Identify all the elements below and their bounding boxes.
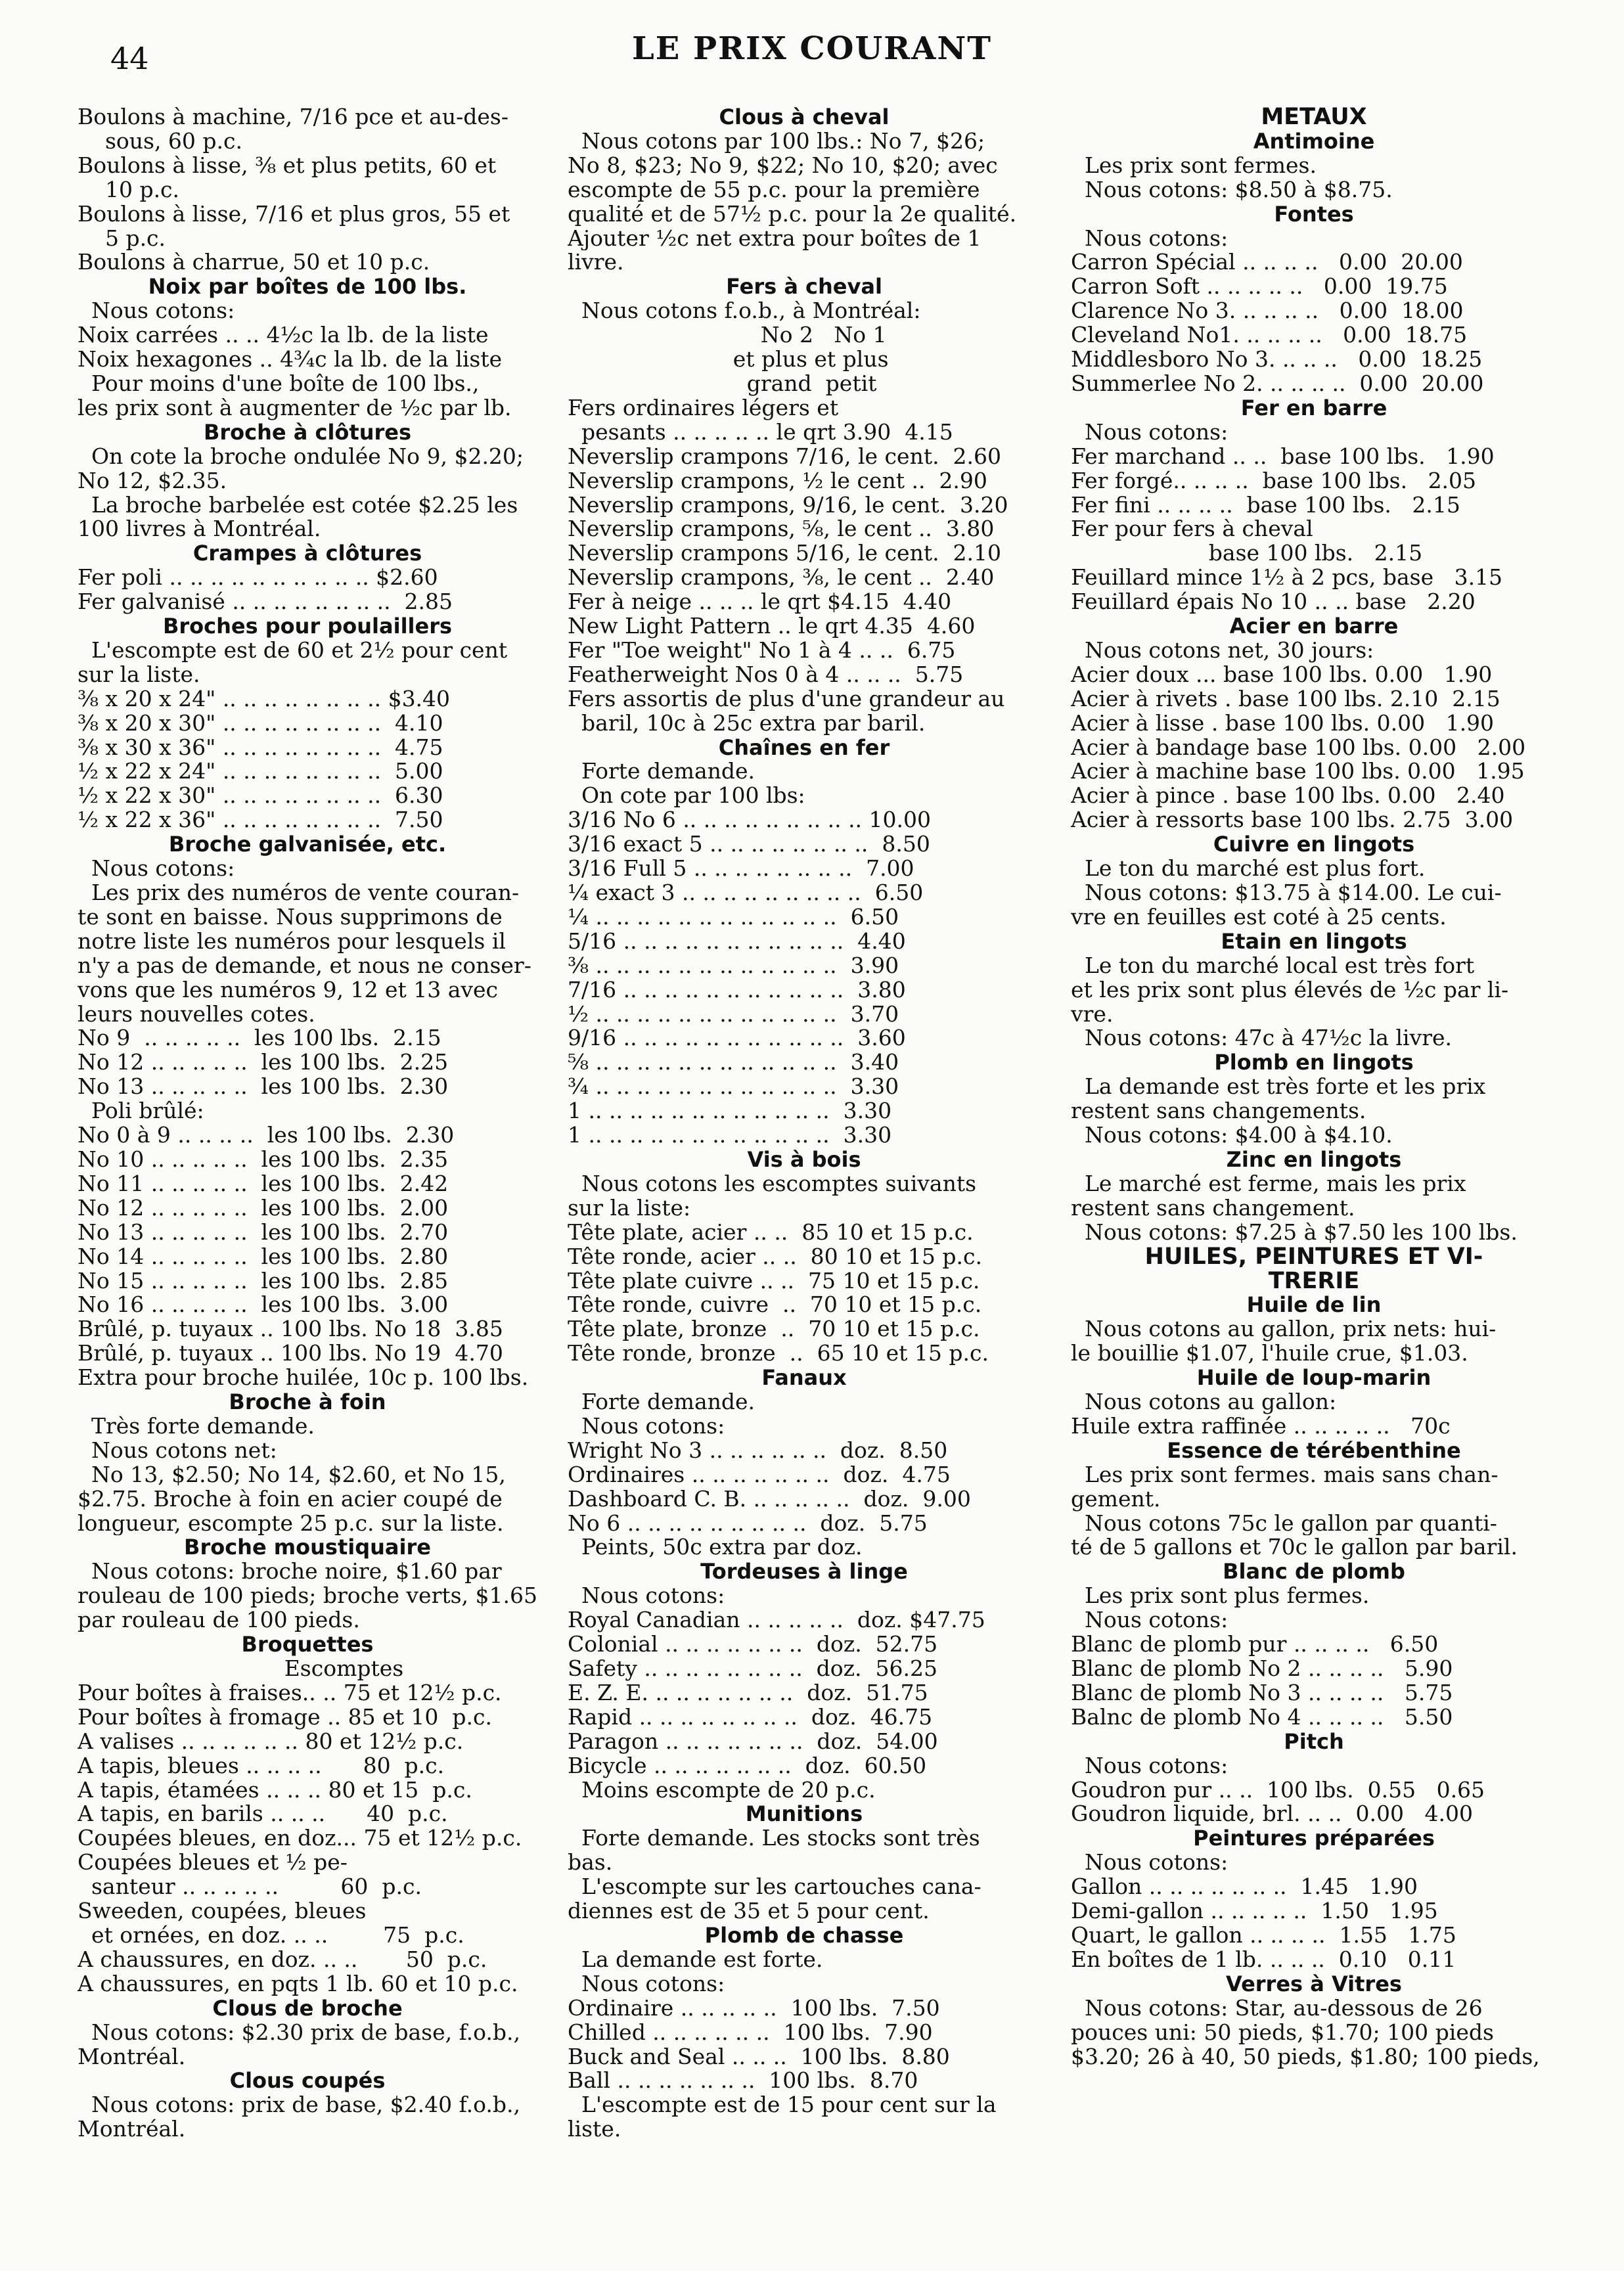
text-line: Acier à pince . base 100 lbs. 0.00 2.40 [1071, 784, 1505, 809]
section-heading: Antimoine [1253, 129, 1375, 154]
text-line: Paragon .. .. .. .. .. .. .. doz. 54.00 [568, 1729, 938, 1754]
text-line: Tête plate, acier .. .. 85 10 et 15 p.c. [568, 1220, 974, 1245]
text-line: te sont en baisse. Nous supprimons de [78, 905, 503, 930]
text-line: No 11 .. .. .. .. .. les 100 lbs. 2.42 [78, 1171, 449, 1196]
text-line: vons que les numéros 9, 12 et 13 avec [78, 978, 499, 1002]
text-line: Balnc de plomb No 4 .. .. .. .. 5.50 [1071, 1705, 1453, 1730]
section-heading: Fanaux [761, 1366, 847, 1391]
text-line: et les prix sont plus élevés de ½c par li- [1071, 978, 1509, 1002]
text-line: Le ton du marché local est très fort [1071, 953, 1475, 978]
text-line: les prix sont à augmenter de ½c par lb. [78, 395, 512, 420]
section-heading: Plomb en lingots [1214, 1050, 1414, 1075]
text-line: ½ x 22 x 30" .. .. .. .. .. .. .. .. 6.30 [78, 784, 443, 809]
text-line: Royal Canadian .. .. .. .. .. doz. $47.75 [568, 1608, 985, 1633]
text-line: Fer pour fers à cheval [1071, 517, 1313, 542]
text-line: par rouleau de 100 pieds. [78, 1608, 360, 1633]
text-line: Blanc de plomb pur .. .. .. .. 6.50 [1071, 1632, 1439, 1657]
text-line: Colonial .. .. .. .. .. .. .. doz. 52.75 [568, 1632, 938, 1657]
section-heading: Plomb de chasse [704, 1923, 904, 1948]
text-line: Safety .. .. .. .. .. .. .. .. doz. 56.25 [568, 1657, 937, 1681]
text-line: Coupées bleues, en doz... 75 et 12½ p.c. [78, 1826, 522, 1851]
text-line: Neverslip crampons 7/16, le cent. 2.60 [568, 444, 1002, 469]
text-line: Neverslip crampons, ½ le cent .. 2.90 [568, 468, 987, 493]
text-line: 3/16 No 6 .. .. .. .. .. .. .. .. .. 10.00 [568, 808, 932, 833]
text-line: Nous cotons: [1071, 420, 1229, 445]
text-line: 7/16 .. .. .. .. .. .. .. .. .. .. .. 3.80 [568, 978, 906, 1002]
text-line: notre liste les numéros pour lesquels il [78, 929, 506, 954]
text-line: Fer "Toe weight" No 1 à 4 .. .. 6.75 [568, 638, 956, 663]
text-line: longueur, escompte 25 p.c. sur la liste. [78, 1511, 504, 1536]
text-line: Nous cotons 75c le gallon par quanti- [1071, 1511, 1497, 1536]
column-1 [78, 105, 537, 2142]
section-heading: Huile de loup-marin [1196, 1366, 1432, 1391]
text-line: Pour moins d'une boîte de 100 lbs., [78, 371, 480, 396]
section-heading: Etain en lingots [1221, 929, 1407, 954]
text-line: Pour boîtes à fraises.. .. 75 et 12½ p.c. [78, 1680, 502, 1705]
section-heading: HUILES, PEINTURES ET VI- [1144, 1244, 1483, 1269]
text-line: Fer marchand .. .. base 100 lbs. 1.90 [1071, 444, 1495, 469]
text-line: Acier à ressorts base 100 lbs. 2.75 3.00 [1071, 808, 1514, 833]
text-line: ½ x 22 x 36" .. .. .. .. .. .. .. .. 7.50 [78, 808, 443, 833]
section-heading: Essence de térébenthine [1167, 1438, 1461, 1463]
text-line: L'escompte est de 60 et 2½ pour cent [78, 638, 508, 663]
section-heading: METAUX [1261, 105, 1367, 129]
text-line: Cleveland No1. .. .. .. .. 0.00 18.75 [1071, 323, 1468, 348]
text-line: restent sans changements. [1071, 1099, 1366, 1124]
text-line: Poli brûlé: [78, 1099, 204, 1124]
text-line: Tête ronde, bronze .. 65 10 et 15 p.c. [568, 1341, 989, 1366]
text-line: On cote la broche ondulée No 9, $2.20; [78, 444, 524, 469]
text-line: Les prix des numéros de vente couran- [78, 881, 520, 905]
text-line: A chaussures, en pqts 1 lb. 60 et 10 p.c. [78, 1971, 518, 1996]
text-line: Noix hexagones .. 4¾c la lb. de la liste [78, 348, 503, 372]
section-heading: Fontes [1274, 202, 1354, 227]
text-line: E. Z. E. .. .. .. .. .. .. .. doz. 51.75 [568, 1680, 928, 1705]
text-line: La broche barbelée est cotée $2.25 les [78, 493, 518, 518]
text-line: pesants .. .. .. .. .. le qrt 3.90 4.15 [568, 420, 953, 445]
text-line: ¾ .. .. .. .. .. .. .. .. .. .. .. .. 3.30 [568, 1075, 899, 1100]
text-line: 3/16 exact 5 .. .. .. .. .. .. .. .. 8.50 [568, 832, 930, 857]
text-line: Nous cotons: [568, 1584, 725, 1609]
text-line: Les prix sont fermes. [1071, 153, 1317, 178]
text-line: Brûlé, p. tuyaux .. 100 lbs. No 18 3.85 [78, 1317, 503, 1342]
section-heading: Broquettes [241, 1632, 374, 1657]
text-line: base 100 lbs. 2.15 [1071, 541, 1423, 566]
text-line: Neverslip crampons, ⅝, le cent .. 3.80 [568, 517, 995, 542]
text-line: Boulons à charrue, 50 et 10 p.c. [78, 250, 430, 275]
text-line: Forte demande. [568, 1390, 756, 1414]
text-line: ⅝ .. .. .. .. .. .. .. .. .. .. .. .. 3.40 [568, 1050, 899, 1075]
text-line: $2.75. Broche à foin en acier coupé de [78, 1487, 503, 1512]
text-line: Ordinaires .. .. .. .. .. .. .. doz. 4.75 [568, 1462, 951, 1487]
text-line: 3/16 Full 5 .. .. .. .. .. .. .. .. 7.00 [568, 857, 914, 881]
text-line: A chaussures, en doz. .. .. 50 p.c. [78, 1947, 487, 1972]
text-line: Nous cotons: prix de base, $2.40 f.o.b., [78, 2093, 520, 2118]
section-heading: Broche à clôtures [203, 420, 411, 445]
text-line: Acier à machine base 100 lbs. 0.00 1.95 [1071, 759, 1525, 784]
text-line: No 15 .. .. .. .. .. les 100 lbs. 2.85 [78, 1269, 449, 1293]
text-line: Montréal. [78, 2044, 186, 2069]
text-line: New Light Pattern .. le qrt 4.35 4.60 [568, 614, 976, 639]
page-header: LE PRIX COURANT [631, 30, 993, 67]
text-line: Boulons à machine, 7/16 pce et au-des- [78, 105, 508, 129]
column-3 [1071, 105, 1557, 2069]
text-line: Nous cotons les escomptes suivants [568, 1171, 977, 1196]
text-line: ¼ .. .. .. .. .. .. .. .. .. .. .. .. 6.50 [568, 905, 899, 930]
text-line: Neverslip crampons 5/16, le cent. 2.10 [568, 541, 1002, 566]
section-heading: Fer en barre [1240, 395, 1387, 420]
section-heading: Broches pour poulaillers [162, 614, 453, 639]
text-line: escompte de 55 p.c. pour la première [568, 177, 980, 202]
text-line: rouleau de 100 pieds; broche verts, $1.65 [78, 1584, 537, 1609]
text-line: Moins escompte de 20 p.c. [568, 1778, 876, 1803]
text-line: Fer fini .. .. .. .. base 100 lbs. 2.15 [1071, 493, 1460, 518]
text-line: Quart, le gallon .. .. .. .. 1.55 1.75 [1071, 1923, 1456, 1948]
text-line: Boulons à lisse, 7/16 et plus gros, 55 et [78, 202, 510, 227]
text-line: santeur .. .. .. .. .. 60 p.c. [78, 1875, 422, 1900]
page-number: 44 [110, 41, 149, 76]
text-line: $3.20; 26 à 40, 50 pieds, $1.80; 100 pieds, [1071, 2044, 1540, 2069]
text-line: baril, 10c à 25c extra par baril. [568, 711, 926, 736]
text-line: Extra pour broche huilée, 10c p. 100 lbs. [78, 1366, 529, 1391]
text-line: ⅜ x 20 x 30" .. .. .. .. .. .. .. .. 4.10 [78, 711, 443, 736]
text-line: Forte demande. Les stocks sont très [568, 1826, 980, 1851]
text-line: vre en feuilles est coté à 25 cents. [1071, 905, 1447, 930]
text-line: A tapis, bleues .. .. .. .. 80 p.c. [78, 1753, 445, 1778]
text-line: En boîtes de 1 lb. .. .. .. 0.10 0.11 [1071, 1947, 1456, 1972]
text-line: leurs nouvelles cotes. [78, 1002, 315, 1027]
text-line: No 0 à 9 .. .. .. .. les 100 lbs. 2.30 [78, 1123, 455, 1148]
text-line: 1 .. .. .. .. .. .. .. .. .. .. .. .. 3.30 [568, 1123, 892, 1148]
text-line: vre. [1071, 1002, 1114, 1027]
text-line: Tête plate, bronze .. 70 10 et 15 p.c. [568, 1317, 980, 1342]
text-line: Dashboard C. B. .. .. .. .. .. doz. 9.00 [568, 1487, 971, 1512]
text-line: Escomptes [78, 1657, 404, 1681]
text-line: Acier à rivets . base 100 lbs. 2.10 2.15 [1071, 686, 1500, 711]
section-heading: Peintures préparées [1193, 1826, 1435, 1851]
text-line: sur la liste: [568, 1196, 691, 1221]
text-line: Featherweight Nos 0 à 4 .. .. .. 5.75 [568, 662, 964, 687]
text-line: Feuillard mince 1½ à 2 pcs, base 3.15 [1071, 566, 1503, 591]
text-line: Pour boîtes à fromage .. 85 et 10 p.c. [78, 1705, 492, 1730]
section-heading: Crampes à clôtures [192, 541, 422, 566]
text-line: Le marché est ferme, mais les prix [1071, 1171, 1466, 1196]
text-line: Fer galvanisé .. .. .. .. .. .. .. .. 2.85 [78, 590, 453, 615]
text-line: ⅜ x 30 x 36" .. .. .. .. .. .. .. .. 4.75 [78, 735, 443, 760]
text-line: No 6 .. .. .. .. .. .. .. .. .. doz. 5.75 [568, 1511, 928, 1536]
text-line: Très forte demande. [78, 1414, 315, 1439]
text-line: Tête ronde, cuivre .. 70 10 et 15 p.c. [568, 1293, 982, 1318]
text-line: Huile extra raffinée .. .. .. .. .. 70c [1071, 1414, 1451, 1439]
text-line: Buck and Seal .. .. .. 100 lbs. 8.80 [568, 2044, 950, 2069]
text-line: qualité et de 57½ p.c. pour la 2e qualité. [568, 202, 1017, 227]
text-line: Nous cotons: $8.50 à $8.75. [1071, 177, 1393, 202]
text-line: Boulons à lisse, ⅜ et plus petits, 60 et [78, 153, 497, 178]
text-line: A tapis, étamées .. .. .. 80 et 15 p.c. [78, 1778, 472, 1803]
text-line: gement. [1071, 1487, 1161, 1512]
text-line: Nous cotons: [1071, 1753, 1229, 1778]
section-heading: Tordeuses à linge [700, 1560, 908, 1585]
text-line: sous, 60 p.c. [78, 129, 242, 154]
text-line: Fers ordinaires légers et [568, 395, 839, 420]
text-line: 1 .. .. .. .. .. .. .. .. .. .. .. .. 3.30 [568, 1099, 892, 1124]
text-line: Coupées bleues et ½ pe- [78, 1851, 348, 1876]
text-line: No 12 .. .. .. .. .. les 100 lbs. 2.00 [78, 1196, 449, 1221]
text-line: No 9 .. .. .. .. .. les 100 lbs. 2.15 [78, 1026, 441, 1051]
text-line: ⅜ .. .. .. .. .. .. .. .. .. .. .. .. 3.90 [568, 953, 899, 978]
text-line: Nous cotons: [78, 299, 235, 324]
text-line: Nous cotons: [1071, 1851, 1229, 1876]
column-2 [568, 105, 1041, 2142]
section-heading: Zinc en lingots [1226, 1147, 1402, 1172]
text-line: Acier à bandage base 100 lbs. 0.00 2.00 [1071, 735, 1526, 760]
text-line: grand petit [568, 371, 877, 396]
text-line: Chilled .. .. .. .. .. .. 100 lbs. 7.90 [568, 2020, 933, 2045]
text-line: Carron Spécial .. .. .. .. 0.00 20.00 [1071, 250, 1463, 275]
section-heading: Pitch [1284, 1729, 1344, 1754]
text-line: le bouillie $1.07, l'huile crue, $1.03. [1071, 1341, 1468, 1366]
section-heading: Chaînes en fer [718, 735, 890, 760]
text-line: Demi-gallon .. .. .. .. .. 1.50 1.95 [1071, 1899, 1438, 1923]
text-line: Feuillard épais No 10 .. .. base 2.20 [1071, 590, 1476, 615]
text-line: No 13 .. .. .. .. .. les 100 lbs. 2.70 [78, 1220, 449, 1245]
section-heading: Acier en barre [1229, 614, 1399, 639]
text-line: Peints, 50c extra par doz. [568, 1535, 863, 1560]
text-line: No 12 .. .. .. .. .. les 100 lbs. 2.25 [78, 1050, 449, 1075]
text-line: A tapis, en barils .. .. .. 40 p.c. [78, 1802, 448, 1827]
text-line: Nous cotons net, 30 jours: [1071, 638, 1374, 663]
text-line: Bicycle .. .. .. .. .. .. .. doz. 60.50 [568, 1753, 927, 1778]
text-line: Ajouter ½c net extra pour boîtes de 1 [568, 226, 981, 251]
text-line: sur la liste. [78, 662, 200, 687]
text-line: liste. [568, 2117, 621, 2142]
text-line: L'escompte sur les cartouches cana- [568, 1875, 981, 1900]
text-line: Blanc de plomb No 2 .. .. .. .. 5.90 [1071, 1657, 1453, 1681]
section-heading: Blanc de plomb [1223, 1560, 1405, 1585]
text-line: Nous cotons: $2.30 prix de base, f.o.b., [78, 2020, 520, 2045]
text-line: No 10 .. .. .. .. .. les 100 lbs. 2.35 [78, 1147, 449, 1172]
section-heading: Noix par boîtes de 100 lbs. [148, 275, 467, 300]
text-line: ½ x 22 x 24" .. .. .. .. .. .. .. .. 5.00 [78, 759, 443, 784]
section-heading: Fers à cheval [726, 275, 882, 300]
text-line: Nous cotons: Star, au-dessous de 26 [1071, 1996, 1483, 2021]
text-line: Brûlé, p. tuyaux .. 100 lbs. No 19 4.70 [78, 1341, 503, 1366]
text-line: Goudron liquide, brl. .. .. 0.00 4.00 [1071, 1802, 1473, 1827]
text-line: Nous cotons au gallon: [1071, 1390, 1337, 1414]
text-line: Wright No 3 .. .. .. .. .. .. doz. 8.50 [568, 1438, 948, 1463]
text-line: Middlesboro No 3. .. .. .. 0.00 18.25 [1071, 348, 1483, 372]
text-line: Nous cotons par 100 lbs.: No 7, $26; [568, 129, 985, 154]
text-line: Nous cotons: 47c à 47½c la livre. [1071, 1026, 1453, 1051]
text-line: Nous cotons: [568, 1414, 725, 1439]
text-line: Le ton du marché est plus fort. [1071, 857, 1426, 881]
text-line: No 13, $2.50; No 14, $2.60, et No 15, [78, 1462, 506, 1487]
text-line: n'y a pas de demande, et nous ne conser- [78, 953, 531, 978]
text-line: Les prix sont plus fermes. [1071, 1584, 1370, 1609]
text-line: Neverslip crampons, 9/16, le cent. 3.20 [568, 493, 1008, 518]
section-heading: Broche moustiquaire [184, 1535, 431, 1560]
text-line: Nous cotons: $13.75 à $14.00. Le cui- [1071, 881, 1502, 905]
text-line: Nous cotons net: [78, 1438, 277, 1463]
text-line: Carron Soft .. .. .. .. .. 0.00 19.75 [1071, 275, 1448, 300]
text-line: La demande est très forte et les prix [1071, 1075, 1486, 1100]
section-heading: Clous à cheval [719, 105, 890, 129]
text-line: Tête ronde, acier .. .. 80 10 et 15 p.c. [568, 1244, 982, 1269]
text-line: diennes est de 35 et 5 pour cent. [568, 1899, 930, 1923]
text-line: On cote par 100 lbs: [568, 784, 805, 809]
text-line: Ordinaire .. .. .. .. .. 100 lbs. 7.50 [568, 1996, 940, 2021]
text-line: Summerlee No 2. .. .. .. .. 0.00 20.00 [1071, 371, 1484, 396]
text-line: 5 p.c. [78, 226, 166, 251]
section-heading: Cuivre en lingots [1213, 832, 1415, 857]
text-line: Fer forgé.. .. .. .. base 100 lbs. 2.05 [1071, 468, 1477, 493]
text-line: Nous cotons: $7.25 à $7.50 les 100 lbs. [1071, 1220, 1518, 1245]
text-line: Gallon .. .. .. .. .. .. .. 1.45 1.90 [1071, 1875, 1418, 1900]
text-line: ⅜ x 20 x 24" .. .. .. .. .. .. .. .. $3.40 [78, 686, 451, 711]
text-line: No 2 No 1 [568, 323, 887, 348]
section-heading: Broche à foin [229, 1390, 386, 1414]
text-line: 5/16 .. .. .. .. .. .. .. .. .. .. .. 4.40 [568, 929, 906, 954]
section-heading: Verres à Vitres [1226, 1971, 1402, 1996]
text-line: No 14 .. .. .. .. .. les 100 lbs. 2.80 [78, 1244, 449, 1269]
text-line: Fers assortis de plus d'une grandeur au [568, 686, 1005, 711]
text-line: No 16 .. .. .. .. .. les 100 lbs. 3.00 [78, 1293, 449, 1318]
text-line: No 12, $2.35. [78, 468, 227, 493]
text-line: Nous cotons f.o.b., à Montréal: [568, 299, 921, 324]
text-line: 9/16 .. .. .. .. .. .. .. .. .. .. .. 3.60 [568, 1026, 906, 1051]
section-heading: Huile de lin [1246, 1293, 1382, 1318]
text-line: pouces uni: 50 pieds, $1.70; 100 pieds [1071, 2020, 1494, 2045]
text-line: Fer poli .. .. .. .. .. .. .. .. .. .. $2.60 [78, 566, 438, 591]
text-line: et ornées, en doz. .. .. 75 p.c. [78, 1923, 464, 1948]
text-line: ½ .. .. .. .. .. .. .. .. .. .. .. .. 3.70 [568, 1002, 899, 1027]
text-line: Ball .. .. .. .. .. .. .. 100 lbs. 8.70 [568, 2069, 918, 2094]
section-heading: Clous de broche [212, 1996, 403, 2021]
text-line: Acier doux ... base 100 lbs. 0.00 1.90 [1071, 662, 1493, 687]
text-line: restent sans changement. [1071, 1196, 1355, 1221]
section-heading: Munitions [745, 1802, 863, 1827]
text-line: Nous cotons: [568, 1971, 725, 1996]
text-line: Acier à lisse . base 100 lbs. 0.00 1.90 [1071, 711, 1495, 736]
text-line: bas. [568, 1851, 613, 1876]
text-line: Sweeden, coupées, bleues [78, 1899, 367, 1923]
text-line: 100 livres à Montréal. [78, 517, 321, 542]
text-line: Rapid .. .. .. .. .. .. .. .. doz. 46.75 [568, 1705, 933, 1730]
section-heading: TRERIE [1268, 1269, 1360, 1293]
text-line: Blanc de plomb No 3 .. .. .. .. 5.75 [1071, 1680, 1453, 1705]
text-line: Goudron pur .. .. 100 lbs. 0.55 0.65 [1071, 1778, 1485, 1803]
text-line: La demande est forte. [568, 1947, 823, 1972]
text-line: No 13 .. .. .. .. .. les 100 lbs. 2.30 [78, 1075, 449, 1100]
text-line: A valises .. .. .. .. .. .. 80 et 12½ p.c. [78, 1729, 464, 1754]
text-line: Nous cotons au gallon, prix nets: hui- [1071, 1317, 1497, 1342]
text-line: livre. [568, 250, 624, 275]
section-heading: Broche galvanisée, etc. [168, 832, 447, 857]
section-heading: Clous coupés [229, 2069, 386, 2094]
text-line: et plus et plus [568, 348, 889, 372]
text-line: Fer à neige .. .. .. le qrt $4.15 4.40 [568, 590, 952, 615]
text-line: Montréal. [78, 2117, 186, 2142]
text-line: té de 5 gallons et 70c le gallon par baril. [1071, 1535, 1518, 1560]
text-line: Nous cotons: [78, 857, 235, 881]
text-line: Nous cotons: [1071, 226, 1229, 251]
text-line: 10 p.c. [78, 177, 180, 202]
text-line: Clarence No 3. .. .. .. .. 0.00 18.00 [1071, 299, 1464, 324]
text-line: L'escompte est de 15 pour cent sur la [568, 2093, 997, 2118]
text-line: Nous cotons: broche noire, $1.60 par [78, 1560, 502, 1585]
text-line: Nous cotons: [1071, 1608, 1229, 1633]
text-line: Forte demande. [568, 759, 756, 784]
text-line: Neverslip crampons, ⅜, le cent .. 2.40 [568, 566, 995, 591]
section-heading: Vis à bois [747, 1147, 861, 1172]
text-line: Les prix sont fermes. mais sans chan- [1071, 1462, 1499, 1487]
text-line: No 8, $23; No 9, $22; No 10, $20; avec [568, 153, 998, 178]
text-line: Noix carrées .. .. 4½c la lb. de la liste [78, 323, 489, 348]
text-line: Tête plate cuivre .. .. 75 10 et 15 p.c. [568, 1269, 980, 1293]
text-line: Nous cotons: $4.00 à $4.10. [1071, 1123, 1393, 1148]
text-line: ¼ exact 3 .. .. .. .. .. .. .. .. .. 6.50 [568, 881, 924, 905]
